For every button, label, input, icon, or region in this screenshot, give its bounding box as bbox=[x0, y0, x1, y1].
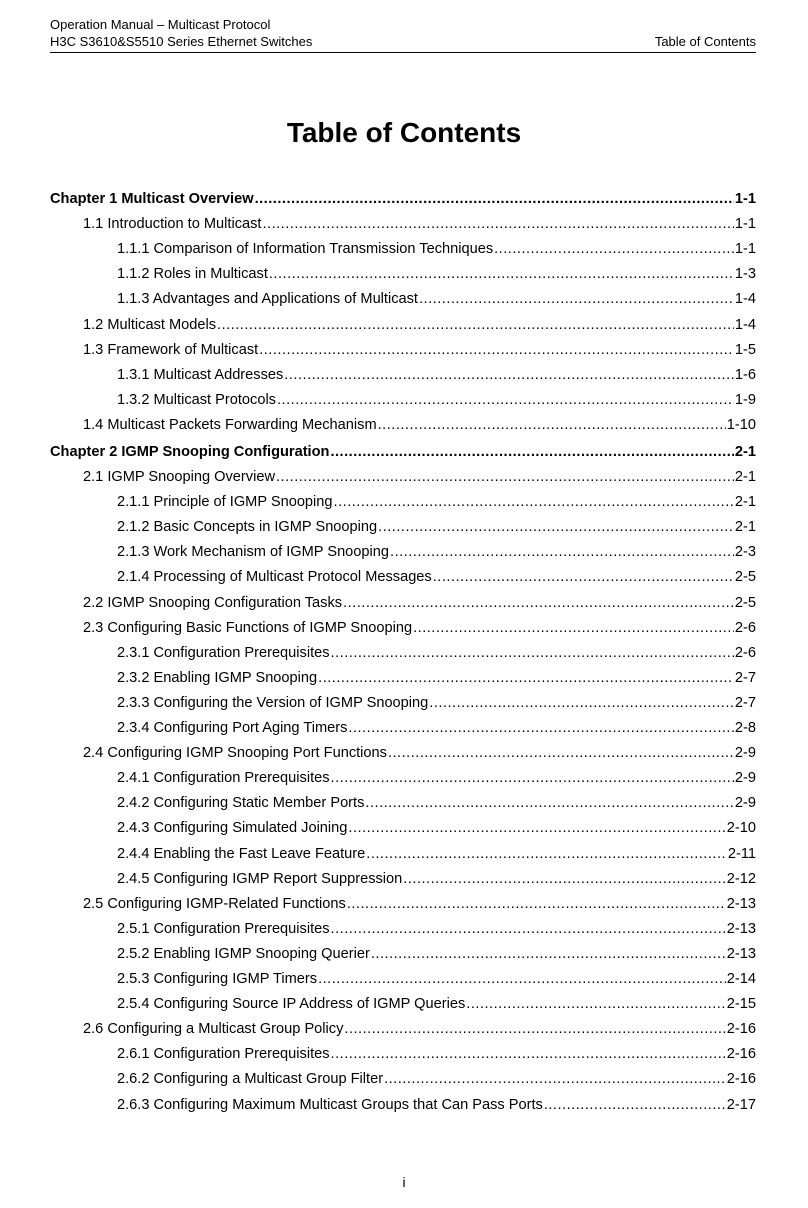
toc-dot-leader bbox=[378, 415, 726, 435]
toc-dot-leader bbox=[277, 390, 734, 410]
toc-entry-page-number: 2-7 bbox=[734, 694, 756, 711]
toc-entry-page-number: 1-1 bbox=[734, 216, 756, 233]
toc-entry-label: 2.3.1 Configuration Prerequisites bbox=[117, 644, 330, 661]
toc-section-entry[interactable] bbox=[83, 593, 756, 613]
toc-entry-label: 2.3.2 Enabling IGMP Snooping bbox=[117, 669, 318, 686]
toc-entry-page-number: 1-1 bbox=[734, 241, 756, 258]
toc-entry-label: Chapter 2 IGMP Snooping Configuration bbox=[50, 443, 330, 460]
toc-dot-leader bbox=[318, 668, 734, 688]
toc-subsection-entry[interactable] bbox=[117, 289, 756, 309]
toc-entry-page-number: 1-6 bbox=[734, 366, 756, 383]
toc-entry-label: 1.1.2 Roles in Multicast bbox=[117, 266, 268, 283]
toc-entry-label: 2.3 Configuring Basic Functions of IGMP Snooping bbox=[83, 619, 413, 636]
toc-entry-page-number: 2-11 bbox=[727, 845, 756, 862]
toc-dot-leader bbox=[384, 1069, 726, 1089]
toc-dot-leader bbox=[330, 442, 733, 462]
toc-entry-label: 2.2 IGMP Snooping Configuration Tasks bbox=[83, 594, 343, 611]
toc-dot-leader bbox=[331, 1044, 726, 1064]
toc-dot-leader bbox=[371, 944, 726, 964]
toc-entry-label: 1.3 Framework of Multicast bbox=[83, 341, 259, 358]
toc-subsection-entry[interactable] bbox=[117, 919, 756, 939]
toc-entry-page-number: 2-1 bbox=[734, 519, 756, 536]
toc-section-entry[interactable] bbox=[83, 1019, 756, 1039]
toc-section-entry[interactable] bbox=[83, 467, 756, 487]
toc-entry-label: 2.3.4 Configuring Port Aging Timers bbox=[117, 720, 348, 736]
toc-subsection-entry[interactable] bbox=[117, 793, 756, 813]
toc-entry-page-number: 2-9 bbox=[734, 770, 756, 787]
toc-entry-label: 1.1 Introduction to Multicast bbox=[83, 216, 262, 233]
toc-subsection-entry[interactable] bbox=[117, 994, 756, 1014]
toc-dot-leader bbox=[343, 593, 734, 613]
toc-subsection-entry[interactable] bbox=[117, 869, 756, 889]
toc-dot-leader bbox=[466, 994, 726, 1014]
toc-dot-leader bbox=[259, 340, 734, 360]
toc-dot-leader bbox=[378, 517, 734, 537]
toc-entry-label: 1.3.1 Multicast Addresses bbox=[117, 366, 284, 383]
toc-entry-page-number: 2-3 bbox=[734, 544, 756, 561]
toc-entry-page-number: 2-9 bbox=[734, 795, 756, 812]
toc-entry-page-number: 2-14 bbox=[726, 971, 756, 987]
toc-entry-label: 2.5.1 Configuration Prerequisites bbox=[117, 920, 330, 937]
toc-entry-page-number: 1-9 bbox=[734, 391, 756, 408]
toc-subsection-entry[interactable] bbox=[117, 542, 756, 562]
toc-entry-label: 2.6 Configuring a Multicast Group Policy bbox=[83, 1021, 344, 1038]
toc-subsection-entry[interactable] bbox=[117, 1069, 756, 1089]
toc-entry-page-number: 2-16 bbox=[726, 1021, 756, 1038]
toc-entry-page-number: 2-13 bbox=[726, 920, 756, 937]
toc-dot-leader bbox=[318, 969, 726, 989]
toc-subsection-entry[interactable] bbox=[117, 844, 756, 864]
toc-section-entry[interactable] bbox=[83, 315, 756, 335]
toc-entry-page-number: 2-15 bbox=[726, 996, 756, 1013]
toc-entry-page-number: 2-17 bbox=[726, 1096, 756, 1113]
toc-entry-label: 2.1.4 Processing of Multicast Protocol Messages bbox=[117, 569, 432, 586]
toc-entry-label: Chapter 1 Multicast Overview bbox=[50, 191, 254, 207]
header-section-name: Table of Contents bbox=[654, 34, 756, 49]
toc-subsection-entry[interactable] bbox=[117, 390, 756, 410]
toc-subsection-entry[interactable] bbox=[117, 365, 756, 385]
toc-entry-page-number: 2-6 bbox=[734, 619, 756, 636]
toc-subsection-entry[interactable] bbox=[117, 1095, 756, 1115]
toc-entry-label: 2.4.4 Enabling the Fast Leave Feature bbox=[117, 845, 366, 862]
toc-dot-leader bbox=[284, 365, 734, 385]
toc-subsection-entry[interactable] bbox=[117, 567, 756, 587]
toc-entry-page-number: 2-9 bbox=[734, 745, 756, 762]
toc-dot-leader bbox=[276, 467, 734, 487]
toc-entry-label: 2.5.4 Configuring Source IP Address of IGMP Queries bbox=[117, 996, 466, 1013]
toc-entry-label: 1.1.3 Advantages and Applications of Multicast bbox=[117, 291, 418, 308]
toc-section-entry[interactable] bbox=[83, 743, 756, 763]
toc-dot-leader bbox=[366, 844, 727, 864]
toc-dot-leader bbox=[419, 289, 734, 309]
toc-dot-leader bbox=[331, 919, 726, 939]
toc-entry-label: 2.6.3 Configuring Maximum Multicast Groups that Can Pass Ports bbox=[117, 1096, 543, 1113]
toc-entry-label: 2.5.2 Enabling IGMP Snooping Querier bbox=[117, 945, 370, 962]
toc-subsection-entry[interactable] bbox=[117, 668, 756, 688]
toc-entry-page-number: 1-3 bbox=[734, 266, 756, 283]
toc-entry-page-number: 1-1 bbox=[734, 191, 756, 207]
toc-entry-page-number: 1-10 bbox=[726, 416, 756, 433]
toc-section-entry[interactable] bbox=[83, 618, 756, 638]
toc-chapter-entry[interactable] bbox=[50, 189, 756, 209]
toc-dot-leader bbox=[334, 492, 734, 512]
toc-entry-page-number: 2-5 bbox=[734, 569, 756, 586]
page-title: Table of Contents bbox=[286, 117, 522, 148]
toc-entry-label: 2.6.1 Configuration Prerequisites bbox=[117, 1046, 330, 1063]
toc-entry-label: 2.5 Configuring IGMP-Related Functions bbox=[83, 895, 346, 912]
toc-dot-leader bbox=[390, 542, 734, 562]
toc-subsection-entry[interactable] bbox=[117, 969, 756, 989]
page-header bbox=[50, 16, 756, 53]
toc-dot-leader bbox=[331, 768, 734, 788]
toc-dot-leader bbox=[413, 618, 734, 638]
toc-dot-leader bbox=[262, 214, 733, 234]
toc-entry-page-number: 1-4 bbox=[734, 291, 756, 308]
toc-entry-page-number: 2-16 bbox=[726, 1071, 756, 1088]
toc-entry-page-number: 2-1 bbox=[734, 494, 756, 511]
toc-dot-leader bbox=[344, 1019, 725, 1039]
toc-dot-leader bbox=[494, 239, 734, 259]
toc-subsection-entry[interactable] bbox=[117, 718, 756, 738]
page-footer-number: i bbox=[402, 1174, 406, 1190]
toc-dot-leader bbox=[403, 869, 726, 889]
toc-dot-leader bbox=[348, 818, 725, 838]
toc-dot-leader bbox=[348, 718, 734, 738]
toc-entry-page-number: 2-5 bbox=[734, 594, 756, 611]
toc-dot-leader bbox=[365, 793, 734, 813]
toc-chapter-entry[interactable] bbox=[50, 442, 756, 462]
toc-entry-page-number: 2-13 bbox=[726, 895, 756, 912]
toc-entry-page-number: 2-1 bbox=[734, 469, 756, 485]
toc-entry-label: 2.4.3 Configuring Simulated Joining bbox=[117, 820, 348, 837]
toc-subsection-entry[interactable] bbox=[117, 768, 756, 788]
toc-entry-page-number: 2-6 bbox=[734, 644, 756, 661]
toc-entry-label: 2.5.3 Configuring IGMP Timers bbox=[117, 971, 318, 987]
toc-dot-leader bbox=[347, 894, 726, 914]
toc-entry-page-number: 2-8 bbox=[734, 720, 756, 736]
toc-section-entry[interactable] bbox=[83, 214, 756, 234]
toc-section-entry[interactable] bbox=[83, 415, 756, 435]
toc-entry-label: 1.2 Multicast Models bbox=[83, 316, 217, 333]
toc-entry-label: 2.6.2 Configuring a Multicast Group Filter bbox=[117, 1071, 384, 1088]
toc-entry-label: 1.4 Multicast Packets Forwarding Mechanism bbox=[83, 416, 377, 433]
toc-dot-leader bbox=[331, 643, 734, 663]
toc-subsection-entry[interactable] bbox=[117, 517, 756, 537]
toc-entry-page-number: 1-4 bbox=[734, 316, 756, 333]
toc-entry-page-number: 2-10 bbox=[726, 820, 756, 837]
toc-entry-label: 2.4.5 Configuring IGMP Report Suppression bbox=[117, 870, 403, 887]
toc-entry-page-number: 2-13 bbox=[726, 945, 756, 962]
toc-entry-label: 2.4.1 Configuration Prerequisites bbox=[117, 770, 330, 787]
toc-entry-page-number: 2-7 bbox=[734, 669, 756, 686]
header-manual-title: Operation Manual – Multicast Protocol bbox=[50, 17, 271, 32]
toc-subsection-entry[interactable] bbox=[117, 239, 756, 259]
toc-entry-label: 2.3.3 Configuring the Version of IGMP Snooping bbox=[117, 694, 429, 711]
toc-dot-leader bbox=[269, 264, 734, 284]
toc-subsection-entry[interactable] bbox=[117, 643, 756, 663]
toc-entry-page-number: 2-12 bbox=[726, 870, 756, 887]
toc-dot-leader bbox=[429, 693, 734, 713]
toc-dot-leader bbox=[544, 1095, 726, 1115]
toc-dot-leader bbox=[388, 743, 734, 763]
toc-dot-leader bbox=[255, 189, 734, 209]
toc-entry-label: 2.1.1 Principle of IGMP Snooping bbox=[117, 494, 333, 511]
toc-entry-label: 1.1.1 Comparison of Information Transmission Techniques bbox=[117, 241, 494, 258]
toc-entry-label: 2.4 Configuring IGMP Snooping Port Functions bbox=[83, 745, 387, 762]
toc-entry-label: 2.1.3 Work Mechanism of IGMP Snooping bbox=[117, 544, 390, 561]
toc-entry-label: 2.1.2 Basic Concepts in IGMP Snooping bbox=[117, 519, 378, 536]
toc-entry-label: 2.1 IGMP Snooping Overview bbox=[83, 469, 275, 485]
toc-entry-page-number: 2-16 bbox=[726, 1046, 756, 1063]
toc-entry-label: 1.3.2 Multicast Protocols bbox=[117, 391, 276, 408]
toc-subsection-entry[interactable] bbox=[117, 818, 756, 838]
toc-subsection-entry[interactable] bbox=[117, 1044, 756, 1064]
toc-entry-page-number: 2-1 bbox=[734, 443, 756, 460]
toc-subsection-entry[interactable] bbox=[117, 944, 756, 964]
toc-entry-page-number: 1-5 bbox=[734, 341, 756, 358]
toc-section-entry[interactable] bbox=[83, 894, 756, 914]
toc-dot-leader bbox=[433, 567, 734, 587]
toc-subsection-entry[interactable] bbox=[117, 693, 756, 713]
toc-subsection-entry[interactable] bbox=[117, 264, 756, 284]
toc-dot-leader bbox=[217, 315, 734, 335]
toc-entry-label: 2.4.2 Configuring Static Member Ports bbox=[117, 795, 365, 812]
header-product-name: H3C S3610&S5510 Series Ethernet Switches bbox=[50, 34, 313, 49]
toc-subsection-entry[interactable] bbox=[117, 492, 756, 512]
toc-section-entry[interactable] bbox=[83, 340, 756, 360]
